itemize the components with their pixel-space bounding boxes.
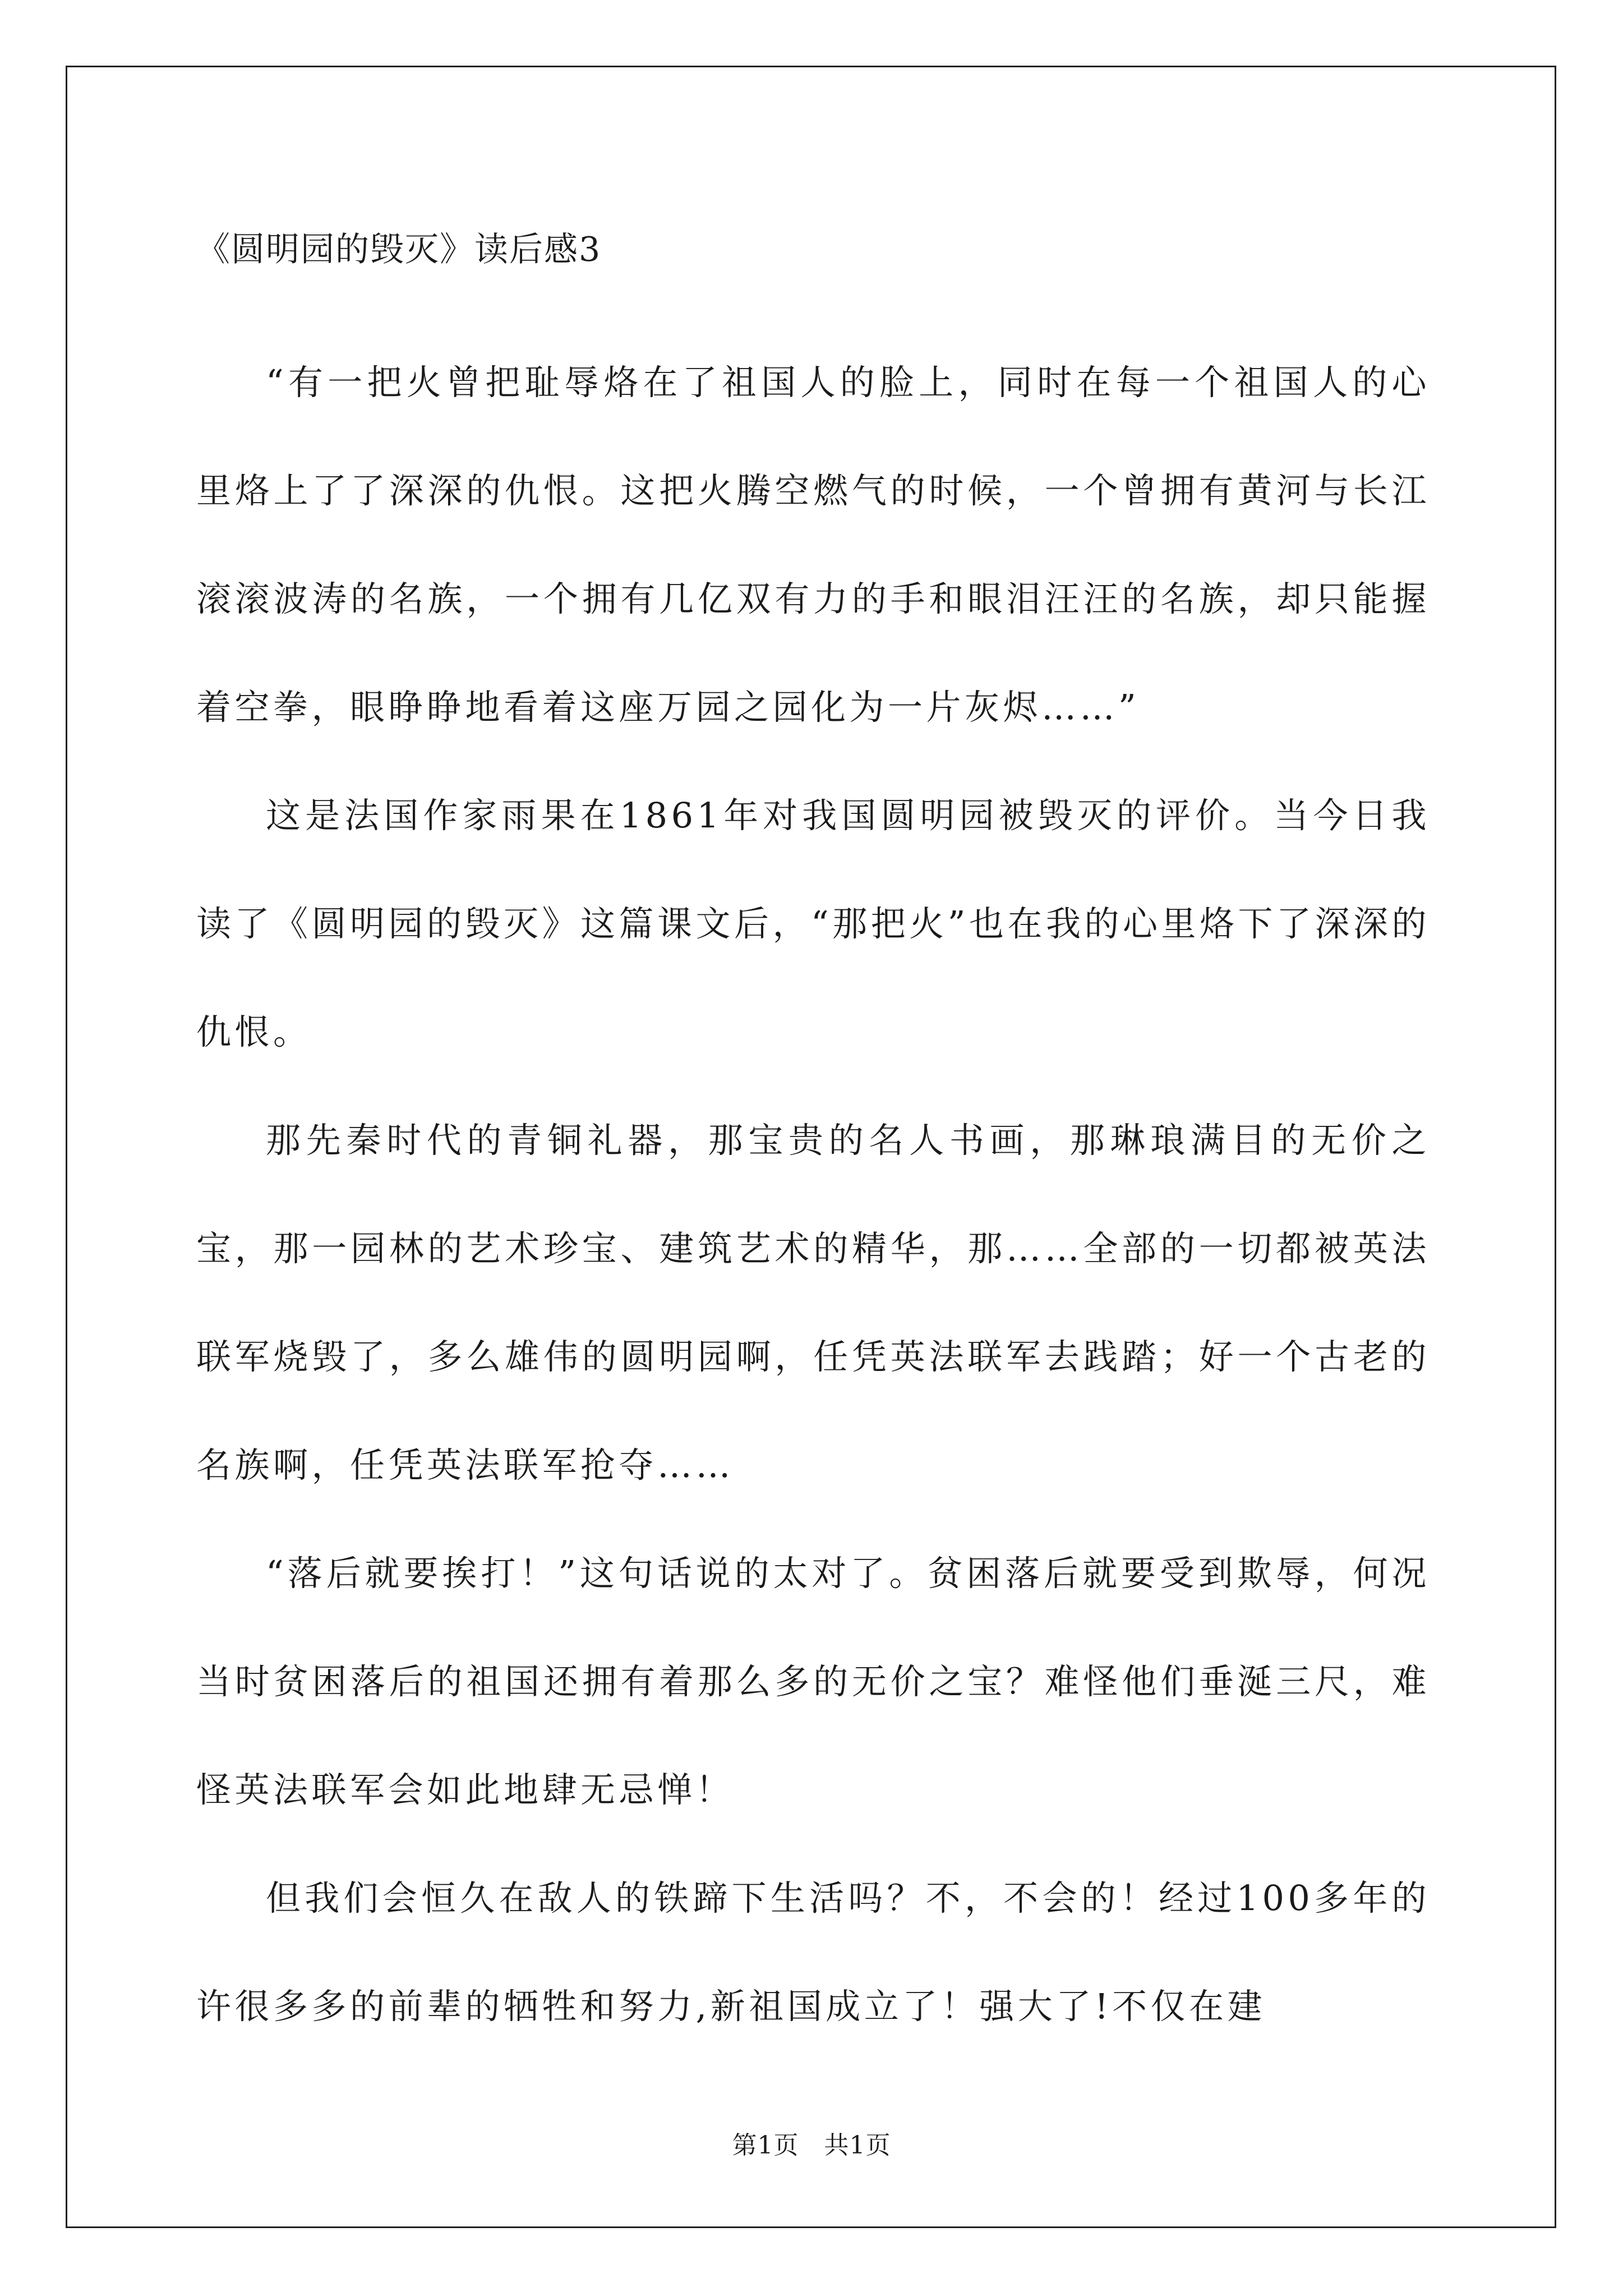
- paragraph: 那先秦时代的青铜礼器，那宝贵的名人书画，那琳琅满目的无价之宝，那一园林的艺术珍宝、建筑艺术的精华，那……全部的一切都被英法联军烧毁了，多么雄伟的圆明园啊，任凭英法联军去践踏；好一个古老的名族啊，任凭英法联军抢夺……: [196, 1120, 1430, 1485]
- page-number: 第1页 共1页: [732, 2131, 891, 2160]
- document-title: 《圆明园的毁灭》读后感3: [196, 230, 602, 269]
- paragraph: “有一把火曾把耻辱烙在了祖国人的脸上，同时在每一个祖国人的心里烙上了了深深的仇恨。这把火腾空燃气的时候，一个曾拥有黄河与长江滚滚波涛的名族，一个拥有几亿双有力的手和眼泪汪汪的名族，却只能握着空拳，眼睁睁地看着这座万园之园化为一片灰烬……”: [196, 362, 1430, 728]
- paragraph: 但我们会恒久在敌人的铁蹄下生活吗？不，不会的！经过100多年的许很多多的前辈的牺牲和努力,新祖国成立了！强大了!不仅在建: [196, 1878, 1430, 2027]
- paragraph: “落后就要挨打！”这句话说的太对了。贫困落后就要受到欺辱，何况当时贫困落后的祖国还拥有着那么多的无价之宝？难怪他们垂涎三尺，难怪英法联军会如此地肆无忌惮！: [196, 1553, 1430, 1810]
- paragraph: 这是法国作家雨果在1861年对我国圆明园被毁灭的评价。当今日我读了《圆明园的毁灭》这篇课文后，“那把火”也在我的心里烙下了深深的仇恨。: [196, 795, 1430, 1052]
- document-body: [196, 328, 1430, 2060]
